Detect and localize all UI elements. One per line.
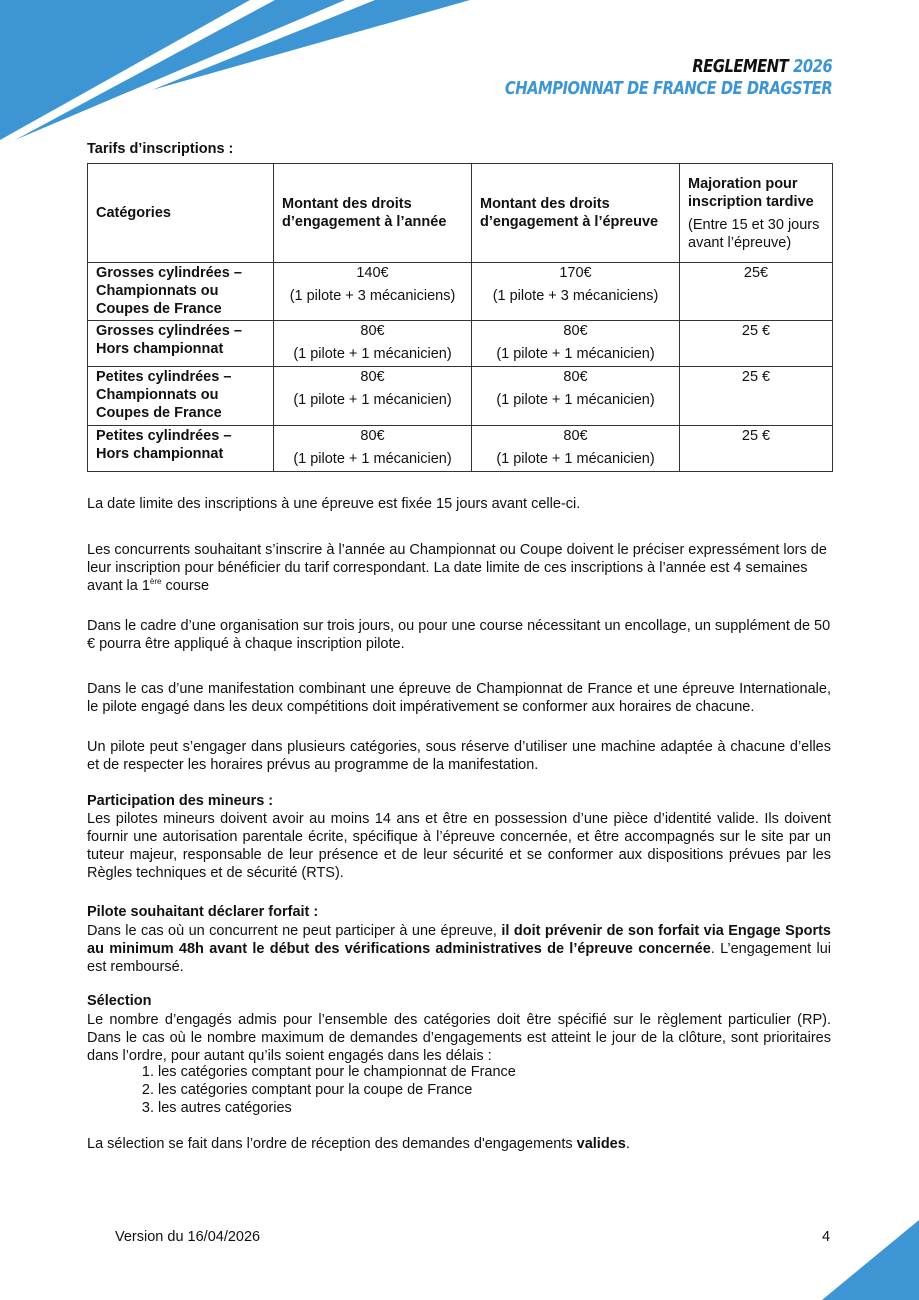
annual-price-cell — [274, 426, 472, 472]
event-detail: (1 pilote + 1 mécanicien) — [496, 346, 655, 362]
event-detail: (1 pilote + 1 mécanicien) — [496, 451, 655, 467]
annual-detail: (1 pilote + 3 mécaniciens) — [289, 288, 456, 304]
table-row — [88, 263, 833, 321]
annual-price: 80€ — [360, 369, 385, 385]
annual-text-end: course — [161, 578, 210, 594]
selection-closing-paragraph — [87, 1135, 831, 1153]
column-header-annual: Montant des droits d’engagement à l’année — [274, 164, 472, 263]
annual-registration-paragraph — [87, 541, 831, 595]
event-price: 80€ — [563, 428, 588, 444]
annual-detail: (1 pilote + 1 mécanicien) — [293, 392, 452, 408]
international-paragraph: Dans le cas d’une manifestation combinant une épreuve de Championnat de France et une épreuve Internationale, le pilote engagé dans les deux compétitions doit impérativement se conformer aux horaires de chacune. — [87, 681, 831, 715]
selection-priority-list — [120, 1063, 516, 1117]
forfeit-text-end: . L’engagement lui est remboursé. — [87, 941, 831, 975]
selection-title: Sélection — [87, 993, 152, 1009]
selection-paragraph: Le nombre d’engagés admis pour l’ensemble des catégories doit être spécifié sur le règlement particulier (RP). Dans le cas où le nombre maximum de demandes d’engagements est atteint le jour de la clôture, sont prioritaires dans l’ordre, pour autant qu’ils soient engagés dans les délais : — [87, 1012, 831, 1064]
selection-closing-end: . — [625, 1136, 630, 1152]
annual-price-cell — [274, 321, 472, 367]
table-row — [88, 426, 833, 472]
column-header-categories: Catégories — [88, 164, 274, 263]
annual-price: 140€ — [356, 265, 389, 281]
event-price-cell — [472, 263, 680, 321]
late-fee-header-sub: (Entre 15 et 30 jours avant l’épreuve) — [688, 217, 820, 251]
annual-price: 80€ — [360, 428, 385, 444]
category-cell: Petites cylindrées – Hors championnat — [88, 426, 274, 472]
minors-paragraph: Les pilotes mineurs doivent avoir au moins 14 ans et être en possession d’une pièce d’identité valide. Ils doivent fournir une autorisation parentale écrite, spécifique à l’épreuve concernée, et être accompagnés sur le site par un tuteur majeur, responsable de leur présence et de leur sécurité et se conformer aux dispositions prévues par les Règles techniques et de sécurité (RTS). — [87, 811, 831, 881]
document-header — [505, 56, 832, 100]
supplement-paragraph: Dans le cadre d’une organisation sur trois jours, ou pour une course nécessitant un encollage, un supplément de 50 € pourra être appliqué à chaque inscription pilote. — [87, 618, 831, 652]
header-stripes-decoration — [0, 0, 480, 145]
annual-superscript: ère — [149, 577, 162, 587]
annual-text: Les concurrents souhaitant s’inscrire à l’année au Championnat ou Coupe doivent le préciser expressément lors de leur inscription pour bénéficier du tarif correspondant. La date limite de ces inscriptions à l’année est 4 semaines avant la 1 — [87, 542, 827, 594]
table-row — [88, 321, 833, 367]
late-fee: 25€ — [743, 265, 769, 281]
table-header-row — [88, 164, 833, 263]
category-cell: Grosses cylindrées – Championnats ou Coupes de France — [88, 263, 274, 321]
annual-price: 80€ — [360, 323, 385, 339]
priority-item: 2. les catégories comptant pour la coupe de France — [158, 1081, 516, 1099]
column-header-event: Montant des droits d’engagement à l’épreuve — [472, 164, 680, 263]
selection-closing-bold: valides — [576, 1136, 626, 1152]
priority-item: 1. les catégories comptant pour le championnat de France — [158, 1063, 516, 1081]
tarifs-table — [87, 163, 833, 472]
annual-detail: (1 pilote + 1 mécanicien) — [293, 346, 452, 362]
event-price: 80€ — [563, 323, 588, 339]
deadline-paragraph: La date limite des inscriptions à une épreuve est fixée 15 jours avant celle-ci. — [87, 496, 581, 512]
category-cell: Petites cylindrées – Championnats ou Coupes de France — [88, 367, 274, 426]
event-price-cell — [472, 321, 680, 367]
annual-detail: (1 pilote + 1 mécanicien) — [293, 451, 452, 467]
event-price: 170€ — [559, 265, 592, 281]
event-price: 80€ — [563, 369, 588, 385]
table-row — [88, 367, 833, 426]
page-number: 4 — [822, 1229, 831, 1245]
forfeit-text-bold: il doit prévenir de son forfait via Engage Sports au minimum 48h avant le début des vérifications administratives de l’épreuve concernée — [87, 923, 831, 957]
header-title: REGLEMENT — [692, 56, 788, 77]
column-header-late-fee — [680, 164, 833, 263]
selection-closing-text: La sélection se fait dans l’ordre de réception des demandes d'engagements — [87, 1136, 577, 1152]
event-price-cell — [472, 426, 680, 472]
late-fee-cell — [680, 426, 833, 472]
multi-category-paragraph: Un pilote peut s’engager dans plusieurs catégories, sous réserve d’utiliser une machine adaptée à chacune d’elles et de respecter les horaires prévus au programme de la manifestation. — [87, 739, 831, 773]
forfeit-title: Pilote souhaitant déclarer forfait : — [87, 904, 319, 920]
event-price-cell — [472, 367, 680, 426]
tarifs-title: Tarifs d’inscriptions : — [87, 141, 234, 157]
annual-price-cell — [274, 367, 472, 426]
priority-item: 3. les autres catégories — [158, 1099, 516, 1117]
header-year: 2026 — [792, 56, 832, 77]
late-fee: 25 € — [741, 323, 771, 339]
forfeit-text: Dans le cas où un concurrent ne peut participer à une épreuve, — [87, 923, 502, 939]
late-fee-cell — [680, 367, 833, 426]
forfeit-paragraph — [87, 922, 831, 976]
footer-version: Version du 16/04/2026 — [115, 1229, 261, 1245]
late-fee-cell — [680, 321, 833, 367]
annual-price-cell — [274, 263, 472, 321]
late-fee: 25 € — [741, 428, 771, 444]
event-detail: (1 pilote + 3 mécaniciens) — [492, 288, 659, 304]
category-cell: Grosses cylindrées – Hors championnat — [88, 321, 274, 367]
header-title-line — [505, 56, 832, 78]
footer-triangle-decoration — [819, 1220, 919, 1300]
late-fee-cell — [680, 263, 833, 321]
header-subtitle: CHAMPIONNAT DE FRANCE DE DRAGSTER — [504, 78, 832, 99]
minors-title: Participation des mineurs : — [87, 793, 274, 809]
late-fee: 25 € — [741, 369, 771, 385]
event-detail: (1 pilote + 1 mécanicien) — [496, 392, 655, 408]
late-fee-header-label: Majoration pour inscription tardive — [688, 176, 814, 210]
